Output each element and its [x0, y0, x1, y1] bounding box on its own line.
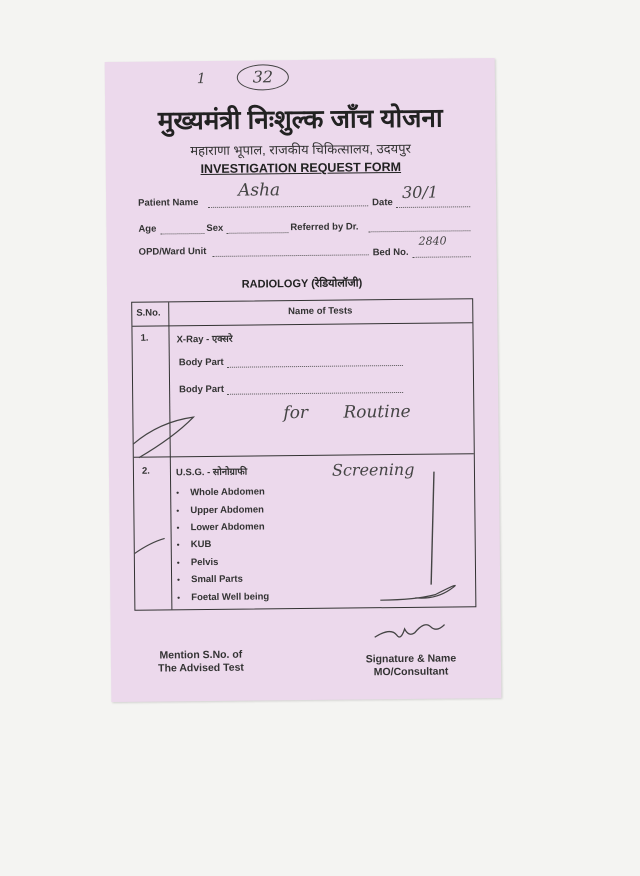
form-sheet — [105, 58, 502, 702]
usg-handwritten-note: Screening — [331, 459, 415, 480]
usg-item-label: Pelvis — [190, 556, 219, 569]
bullet-icon: • — [176, 523, 180, 533]
corner-mark: 1 — [196, 71, 206, 88]
footer-right-line-2: MO/Consultant — [373, 665, 449, 679]
referred-label: Referred by Dr. — [290, 221, 359, 234]
column-header-tests: Name of Tests — [288, 305, 353, 318]
hospital-name: महाराणा भूपाल, राजकीय चिकित्सालय, उदयपुर — [190, 140, 411, 159]
column-header-sno: S.No. — [136, 307, 161, 319]
pen-strokes — [132, 299, 475, 610]
footer-right-line-1: Signature & Name — [365, 652, 457, 666]
xray-label: X-Ray - एक्सरे — [176, 333, 233, 346]
patient-name-line — [208, 195, 368, 208]
referred-line — [368, 220, 470, 232]
bullet-icon: • — [176, 540, 180, 550]
circled-number — [237, 64, 289, 91]
patient-name-value: Asha — [237, 180, 281, 201]
body-part-label-2: Body Part — [179, 383, 225, 396]
date-value: 30/1 — [401, 182, 439, 202]
usg-item-label: Lower Abdomen — [190, 521, 265, 534]
scheme-title: मुख्यमंत्री निःशुल्क जाँच योजना — [157, 102, 443, 136]
usg-item-label: Small Parts — [191, 573, 243, 586]
tests-table — [131, 298, 476, 611]
xray-handwritten-note: for Routine — [283, 401, 411, 424]
bed-line — [413, 246, 471, 258]
bed-value: 2840 — [418, 234, 447, 248]
form-title: INVESTIGATION REQUEST FORM — [200, 159, 402, 177]
footer-instruction — [131, 648, 271, 675]
opd-label: OPD/Ward Unit — [138, 246, 207, 258]
usg-item-label: Whole Abdomen — [190, 486, 265, 499]
bullet-icon: • — [176, 558, 180, 568]
footer-left-line-1: Mention S.No. of — [159, 648, 243, 662]
bed-label: Bed No. — [372, 246, 409, 259]
opd-line — [213, 244, 369, 257]
circled-number-text: 32 — [252, 67, 274, 87]
patient-name-label: Patient Name — [138, 197, 199, 209]
footer-left-line-2: The Advised Test — [158, 661, 244, 675]
bullet-icon: • — [176, 506, 180, 516]
usg-item-label: Foetal Well being — [191, 591, 270, 604]
usg-label: U.S.G. - सोनोग्राफी — [175, 466, 248, 479]
section-title: RADIOLOGY (रेडियोलॉजी) — [241, 277, 363, 291]
usg-item-label: KUB — [190, 538, 212, 551]
sex-line — [226, 222, 288, 234]
age-line — [160, 223, 204, 234]
bullet-icon: • — [177, 593, 181, 603]
sex-label: Sex — [206, 222, 224, 235]
bullet-icon: • — [177, 575, 180, 585]
age-label: Age — [138, 223, 157, 235]
usg-item-label: Upper Abdomen — [190, 504, 264, 517]
bullet-icon: • — [176, 488, 180, 498]
usg-sno: 2. — [141, 465, 150, 477]
footer-signature — [341, 652, 481, 679]
signature-icon — [370, 606, 450, 647]
body-part-label-1: Body Part — [178, 356, 224, 369]
xray-sno: 1. — [140, 332, 149, 344]
date-label: Date — [372, 197, 393, 209]
